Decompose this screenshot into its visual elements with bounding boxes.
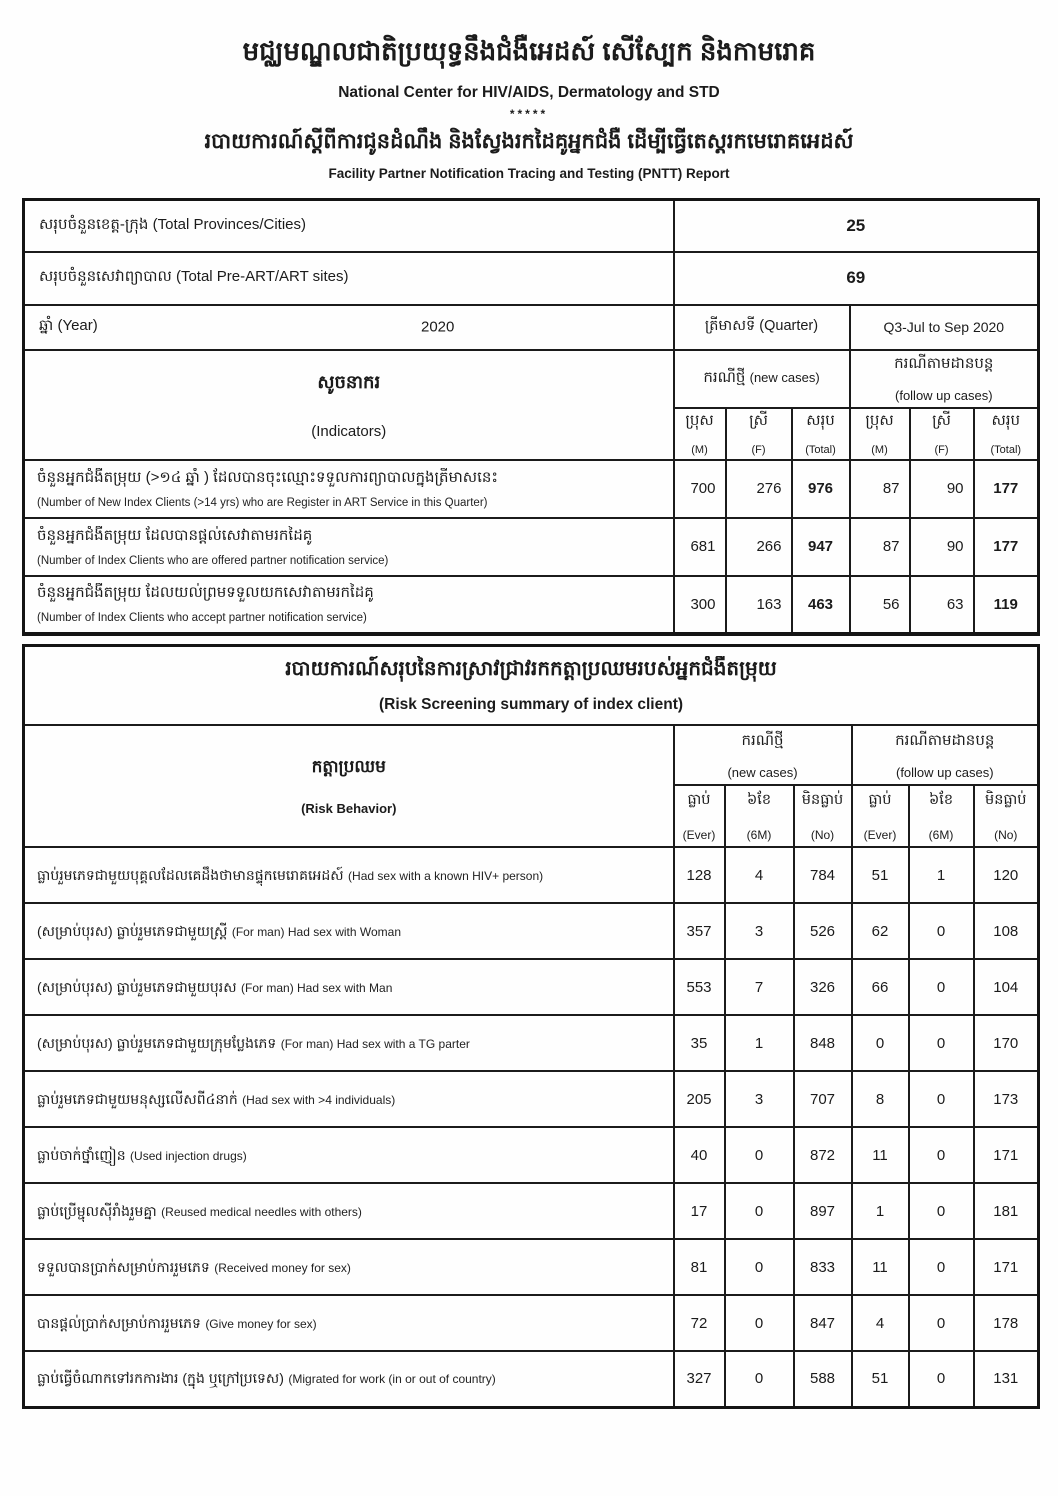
risk-behavior-label: ធ្លាប់ប្រើម្ជុលស៊ីរាំងរួមគ្នា (Reused medical needles with others) — [24, 1183, 674, 1239]
risk-row — [24, 1295, 1039, 1351]
column-header-male-new: ប្រុស (M) — [674, 408, 726, 460]
value-ever-new: 553 — [674, 959, 725, 1015]
year-value: 2020 — [421, 318, 455, 336]
value-ever-followup: 62 — [852, 903, 909, 959]
value-6m-followup: 0 — [909, 903, 974, 959]
column-header-no-followup: មិនធ្លាប់ (No) — [974, 785, 1039, 847]
value-no-new: 707 — [794, 1071, 852, 1127]
value-ever-followup: 8 — [852, 1071, 909, 1127]
value-6m-followup: 0 — [909, 1127, 974, 1183]
risk-behavior-label: ធ្លាប់រួមភេទជាមួយមនុស្សលើសពី៤នាក់ (Had sex with >4 individuals) — [24, 1071, 674, 1127]
indicator-row — [24, 576, 1039, 634]
value-no-followup: 104 — [974, 959, 1039, 1015]
value-male-followup: 87 — [850, 460, 910, 518]
value-6m-followup: 0 — [909, 1071, 974, 1127]
column-header-6m-followup: ៦ខែ (6M) — [909, 785, 974, 847]
value-ever-new: 72 — [674, 1295, 725, 1351]
value-ever-followup: 11 — [852, 1127, 909, 1183]
column-header-no-new: មិនធ្លាប់ (No) — [794, 785, 852, 847]
total-sites-value: 69 — [674, 252, 1039, 305]
indicator-label: ចំនួនអ្នកជំងឺតម្រុយ (>១៤ ឆ្នាំ ) ដែលបានចុះឈ្មោះទទួលការព្យាបាលក្នុងត្រីមាសនេះ (Number of New Index Clients (>14 yrs) who are Register in ART Service in this Quarter) — [24, 460, 674, 518]
value-total-followup: 177 — [974, 518, 1039, 576]
value-ever-followup: 51 — [852, 847, 909, 903]
value-ever-followup: 0 — [852, 1015, 909, 1071]
value-ever-new: 128 — [674, 847, 725, 903]
value-no-new: 526 — [794, 903, 852, 959]
total-sites-label: សរុបចំនួនសេវាព្យាបាល (Total Pre-ART/ART sites) — [24, 252, 674, 305]
value-6m-new: 0 — [725, 1127, 794, 1183]
indicators-group-header-row — [24, 350, 1039, 408]
risk-new-cases-group-header: ករណីថ្មី (new cases) — [674, 725, 852, 785]
value-no-followup: 181 — [974, 1183, 1039, 1239]
value-ever-new: 81 — [674, 1239, 725, 1295]
value-male-followup: 87 — [850, 518, 910, 576]
indicators-label-khmer: សូចនាករ — [317, 371, 381, 392]
total-sites-row — [24, 252, 1039, 305]
risk-row — [24, 1351, 1039, 1407]
total-provinces-value: 25 — [674, 200, 1039, 252]
value-ever-followup: 66 — [852, 959, 909, 1015]
risk-screening-table — [22, 644, 1040, 1409]
value-6m-followup: 0 — [909, 1015, 974, 1071]
quarter-label: ត្រីមាសទី (Quarter) — [674, 305, 850, 350]
value-no-followup: 131 — [974, 1351, 1039, 1407]
org-title-khmer: មជ្ឈមណ្ឌលជាតិប្រយុទ្ធនឹងជំងឺអេដស៍ សើស្បែក និងកាមរោគ — [242, 36, 816, 66]
year-label: ឆ្នាំ (Year) — [39, 317, 98, 334]
total-provinces-row — [24, 200, 1039, 252]
risk-row — [24, 1015, 1039, 1071]
risk-row — [24, 1239, 1039, 1295]
value-total-new: 463 — [792, 576, 850, 634]
value-6m-followup: 0 — [909, 1351, 974, 1407]
value-6m-new: 0 — [725, 1295, 794, 1351]
new-cases-group-header: ករណីថ្មី (new cases) — [674, 350, 850, 408]
value-female-new: 266 — [726, 518, 792, 576]
risk-behavior-label: បានផ្តល់ប្រាក់សម្រាប់ការរួមភេទ (Give money for sex) — [24, 1295, 674, 1351]
column-header-female-followup: ស្រី (F) — [910, 408, 974, 460]
indicator-row — [24, 460, 1039, 518]
value-no-followup: 170 — [974, 1015, 1039, 1071]
risk-row — [24, 1127, 1039, 1183]
value-6m-new: 0 — [725, 1183, 794, 1239]
value-ever-new: 205 — [674, 1071, 725, 1127]
value-no-followup: 108 — [974, 903, 1039, 959]
risk-row — [24, 847, 1039, 903]
risk-title-row — [24, 645, 1039, 725]
value-6m-followup: 1 — [909, 847, 974, 903]
indicator-label: ចំនួនអ្នកជំងឺតម្រុយ ដែលបានផ្តល់សេវាតាមរកដៃគូ (Number of Index Clients who are offered partner notification service) — [24, 518, 674, 576]
value-no-new: 784 — [794, 847, 852, 903]
column-header-ever-new: ធ្លាប់ (Ever) — [674, 785, 725, 847]
value-6m-new: 4 — [725, 847, 794, 903]
indicators-column-header — [24, 350, 674, 460]
column-header-total-new: សរុប (Total) — [792, 408, 850, 460]
value-no-new: 848 — [794, 1015, 852, 1071]
total-provinces-label: សរុបចំនួនខេត្ត-ក្រុង (Total Provinces/Cities) — [24, 200, 674, 252]
value-no-new: 897 — [794, 1183, 852, 1239]
column-header-ever-followup: ធ្លាប់ (Ever) — [852, 785, 909, 847]
org-title-english: National Center for HIV/AIDS, Dermatology and STD — [338, 84, 720, 101]
column-header-6m-new: ៦ខែ (6M) — [725, 785, 794, 847]
risk-behavior-label: ធ្លាប់រួមភេទជាមួយបុគ្គលដែលគេដឹងថាមានផ្ទុកមេរោគអេដស៍ (Had sex with a known HIV+ person) — [24, 847, 674, 903]
value-6m-new: 3 — [725, 1071, 794, 1127]
column-header-male-followup: ប្រុស (M) — [850, 408, 910, 460]
value-total-new: 976 — [792, 460, 850, 518]
value-6m-followup: 0 — [909, 1295, 974, 1351]
value-total-followup: 177 — [974, 460, 1039, 518]
risk-behavior-label: ធ្លាប់ចាក់ថ្នាំញៀន (Used injection drugs) — [24, 1127, 674, 1183]
value-no-new: 872 — [794, 1127, 852, 1183]
value-ever-new: 40 — [674, 1127, 725, 1183]
risk-behavior-column-header: កត្តាប្រឈម (Risk Behavior) — [24, 725, 674, 847]
value-ever-followup: 1 — [852, 1183, 909, 1239]
risk-behavior-label: (សម្រាប់បុរស) ធ្លាប់រួមភេទជាមួយបុរស (For man) Had sex with Man — [24, 959, 674, 1015]
value-6m-followup: 0 — [909, 1239, 974, 1295]
value-total-new: 947 — [792, 518, 850, 576]
value-ever-new: 357 — [674, 903, 725, 959]
value-6m-new: 1 — [725, 1015, 794, 1071]
report-title-khmer: របាយការណ៍ស្តីពីការជូនដំណឹង និងស្វែងរកដៃគូអ្នកជំងឺ ដើម្បីធ្វើតេស្តរកមេរោគអេដស៍ — [204, 130, 854, 153]
value-no-followup: 120 — [974, 847, 1039, 903]
risk-title-english: (Risk Screening summary of index client) — [378, 696, 684, 714]
value-total-followup: 119 — [974, 576, 1039, 634]
value-no-new: 326 — [794, 959, 852, 1015]
value-male-new: 300 — [674, 576, 726, 634]
value-female-followup: 90 — [910, 460, 974, 518]
risk-row — [24, 1183, 1039, 1239]
risk-group-header-row — [24, 725, 1039, 785]
value-ever-followup: 51 — [852, 1351, 909, 1407]
value-no-new: 588 — [794, 1351, 852, 1407]
value-no-new: 847 — [794, 1295, 852, 1351]
value-male-new: 700 — [674, 460, 726, 518]
year-cell — [24, 305, 674, 350]
value-no-followup: 171 — [974, 1239, 1039, 1295]
value-no-followup: 173 — [974, 1071, 1039, 1127]
value-male-new: 681 — [674, 518, 726, 576]
risk-behavior-label: (សម្រាប់បុរស) ធ្លាប់រួមភេទជាមួយក្រុមប្លែងភេទ (For man) Had sex with a TG parter — [24, 1015, 674, 1071]
column-header-female-new: ស្រី (F) — [726, 408, 792, 460]
value-no-followup: 178 — [974, 1295, 1039, 1351]
value-ever-followup: 11 — [852, 1239, 909, 1295]
indicator-row — [24, 518, 1039, 576]
value-no-followup: 171 — [974, 1127, 1039, 1183]
value-male-followup: 56 — [850, 576, 910, 634]
value-ever-new: 17 — [674, 1183, 725, 1239]
report-title-english: Facility Partner Notification Tracing and Testing (PNTT) Report — [328, 166, 730, 181]
indicator-label: ចំនួនអ្នកជំងឺតម្រុយ ដែលយល់ព្រមទទួលយកសេវាតាមរកដៃគូ (Number of Index Clients who accept partner notification service) — [24, 576, 674, 634]
risk-section-title — [24, 645, 1039, 725]
value-6m-followup: 0 — [909, 959, 974, 1015]
stars-separator: ***** — [509, 107, 549, 121]
value-ever-new: 35 — [674, 1015, 725, 1071]
value-ever-followup: 4 — [852, 1295, 909, 1351]
value-6m-new: 7 — [725, 959, 794, 1015]
value-no-new: 833 — [794, 1239, 852, 1295]
value-female-followup: 90 — [910, 518, 974, 576]
value-female-new: 163 — [726, 576, 792, 634]
risk-behavior-label: (សម្រាប់បុរស) ធ្លាប់រួមភេទជាមួយស្ត្រី (For man) Had sex with Woman — [24, 903, 674, 959]
risk-row — [24, 1071, 1039, 1127]
value-6m-new: 0 — [725, 1351, 794, 1407]
year-quarter-row — [24, 305, 1039, 350]
follow-up-group-header: ករណីតាមដានបន្ត (follow up cases) — [850, 350, 1039, 408]
risk-behavior-label: ទទួលបានប្រាក់សម្រាប់ការរួមភេទ (Received money for sex) — [24, 1239, 674, 1295]
report-header — [0, 0, 1058, 182]
quarter-value: Q3-Jul to Sep 2020 — [850, 305, 1039, 350]
value-6m-new: 3 — [725, 903, 794, 959]
column-header-total-followup: សរុប (Total) — [974, 408, 1039, 460]
value-6m-new: 0 — [725, 1239, 794, 1295]
risk-follow-up-group-header: ករណីតាមដានបន្ត (follow up cases) — [852, 725, 1039, 785]
risk-row — [24, 903, 1039, 959]
value-female-new: 276 — [726, 460, 792, 518]
value-6m-followup: 0 — [909, 1183, 974, 1239]
risk-row — [24, 959, 1039, 1015]
risk-title-khmer: របាយការណ៍សរុបនៃការស្រាវជ្រាវរកកត្តាប្រឈមរបស់អ្នកជំងឺតម្រុយ — [285, 658, 777, 681]
indicators-label-english: (Indicators) — [311, 422, 387, 440]
risk-behavior-label: ធ្លាប់ធ្វើចំណាកទៅរកការងារ (ក្នុង ឬក្រៅប្រទេស) (Migrated for work (in or out of country) — [24, 1351, 674, 1407]
value-ever-new: 327 — [674, 1351, 725, 1407]
summary-indicators-table — [22, 198, 1040, 636]
value-female-followup: 63 — [910, 576, 974, 634]
